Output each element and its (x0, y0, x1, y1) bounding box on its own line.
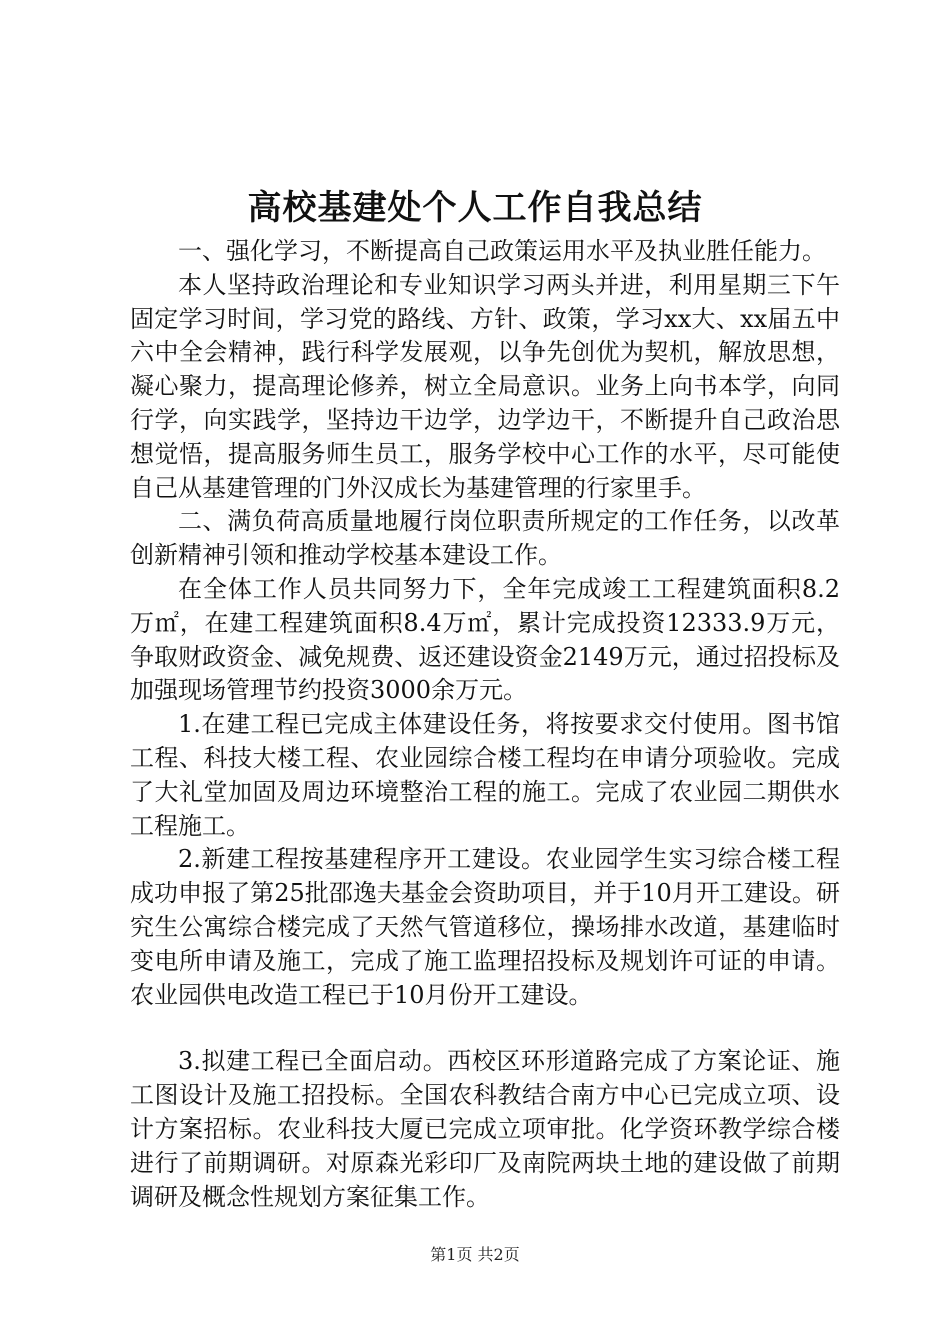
section-heading-1: 一、强化学习，不断提高自己政策运用水平及执业胜任能力。 (178, 237, 826, 265)
page-number-footer: 第1页 共2页 (430, 1245, 520, 1264)
paragraph-item-2: 2.新建工程按基建程序开工建设。农业园学生实习综合楼工程成功申报了第25批邵逸夫基金会资助项目，并于10月开工建设。研究生公寓综合楼完成了天然气管道移位，操场排水改道，基建临时变电所申请及施工，完成了施工监理招投标及规划许可证的申请。农业园供电改造工程已于10月份开工建设。 (130, 845, 840, 1009)
document-body (130, 235, 840, 1214)
document-title: 高校基建处个人工作自我总结 (247, 188, 703, 228)
paragraph-study: 本人坚持政治理论和专业知识学习两头并进，利用星期三下午固定学习时间，学习党的路线、方针、政策，学习xx大、xx届五中六中全会精神，践行科学发展观，以争先创优为契机，解放思想，凝心聚力，提高理论修养，树立全局意识。业务上向书本学，向同行学，向实践学，坚持边干边学，边学边干，不断提升自己政治思想觉悟，提高服务师生员工，服务学校中心工作的水平，尽可能使自己从基建管理的门外汉成长为基建管理的行家里手。 (130, 270, 840, 502)
paragraph-item-1: 1.在建工程已完成主体建设任务，将按要求交付使用。图书馆工程、科技大楼工程、农业园综合楼工程均在申请分项验收。完成了大礼堂加固及周边环境整治工程的施工。完成了农业园二期供水工程施工。 (130, 710, 840, 840)
paragraph-item-3: 3.拟建工程已全面启动。西校区环形道路完成了方案论证、施工图设计及施工招投标。全国农科教结合南方中心已完成立项、设计方案招标。农业科技大厦已完成立项审批。化学资环教学综合楼进行了前期调研。对原森光彩印厂及南院两块土地的建设做了前期调研及概念性规划方案征集工作。 (130, 1047, 840, 1211)
section-heading-2: 二、满负荷高质量地履行岗位职责所规定的工作任务，以改革创新精神引领和推动学校基本建设工作。 (130, 507, 840, 570)
paragraph-annual-summary: 在全体工作人员共同努力下，全年完成竣工工程建筑面积8.2万㎡，在建工程建筑面积8.4万㎡，累计完成投资12333.9万元，争取财政资金、减免规费、返还建设资金2149万元，通过招投标及加强现场管理节约投资3000余万元。 (130, 574, 840, 705)
